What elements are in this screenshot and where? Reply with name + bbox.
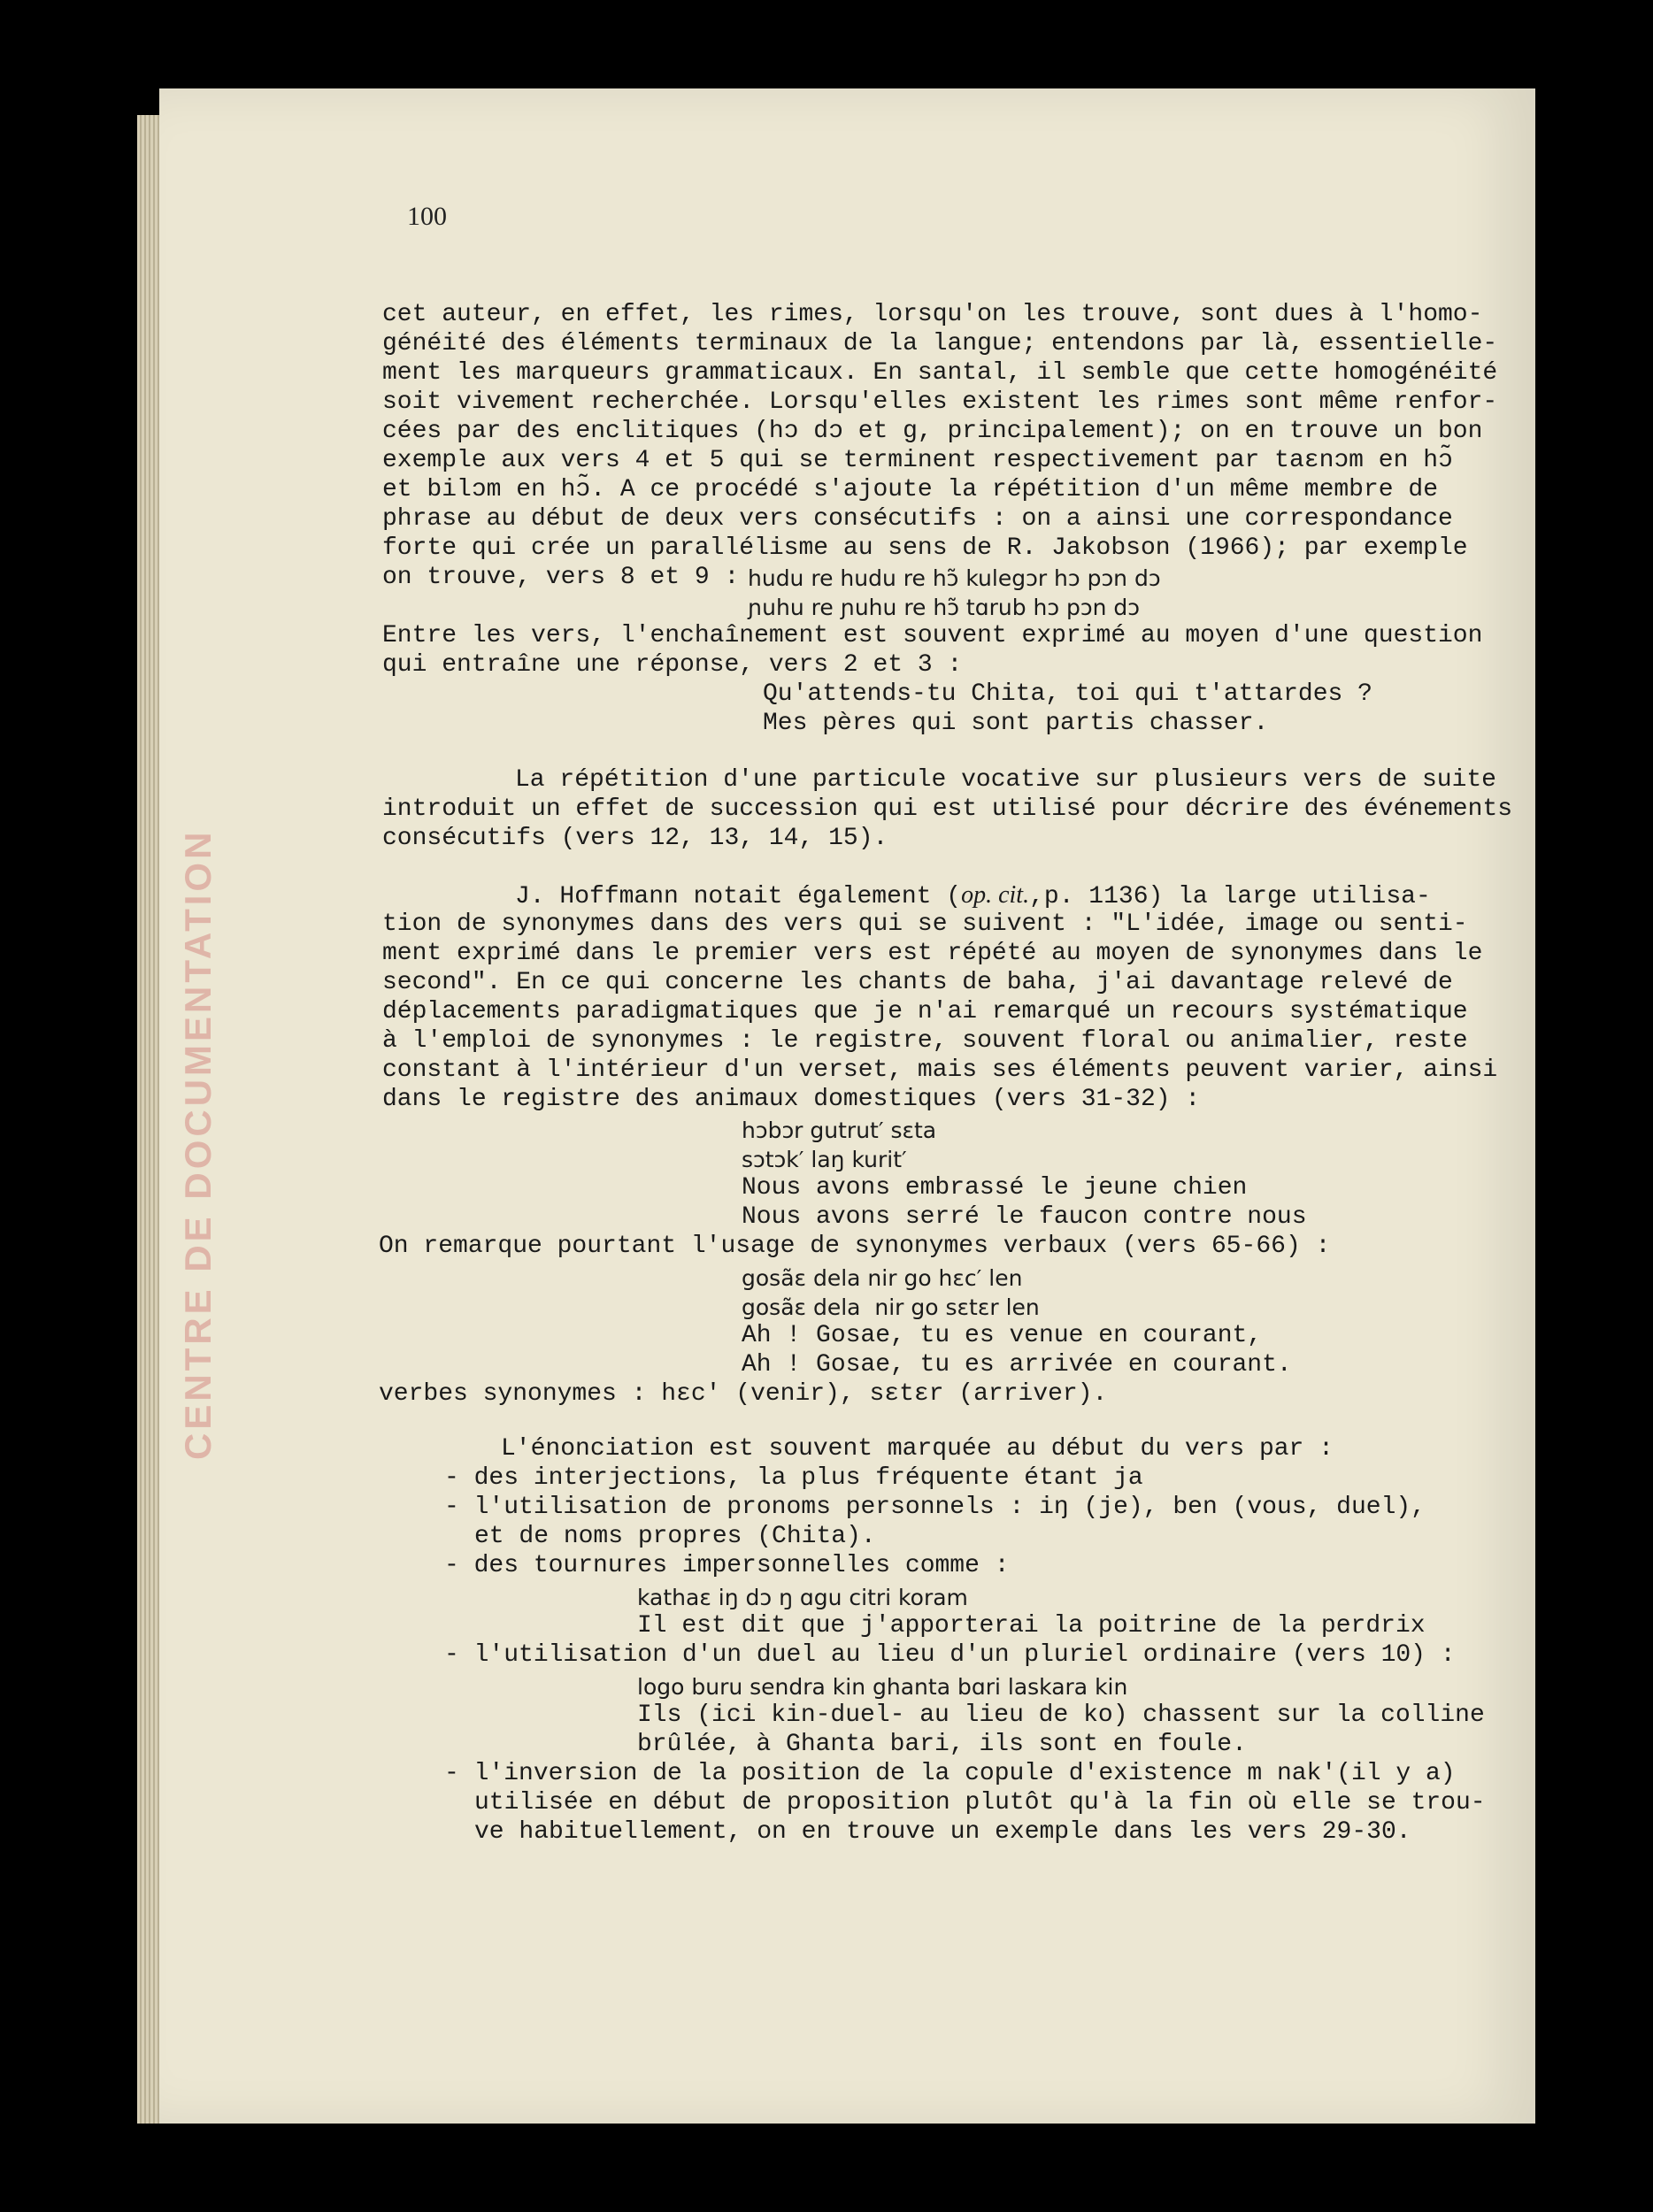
list-item: - des interjections, la plus fréquente étant ja	[444, 1464, 1143, 1492]
example-line: sɔtɔk′ laŋ kurit′	[742, 1147, 907, 1172]
example-line: Ah ! Gosae, tu es venue en courant,	[742, 1322, 1263, 1349]
text-line: et bilɔm en hɔ̃. A ce procédé s'ajoute la répétition d'un même membre de	[382, 476, 1438, 503]
example-line: logo buru sendra kin ghanta bɑri laskara kin	[637, 1674, 1128, 1700]
text-line: ment exprimé dans le premier vers est répété au moyen de synonymes dans le	[382, 940, 1483, 967]
list-item: - des tournures impersonnelles comme :	[444, 1552, 1010, 1579]
example-line: ɲuhu re ɲuhu re hɔ̃ tɑrub hɔ pɔn dɔ	[748, 595, 1141, 620]
list-item: - l'utilisation de pronoms personnels : iŋ (je), ben (vous, duel),	[444, 1494, 1426, 1521]
text-line: ment les marqueurs grammaticaux. En santal, il semble que cette homogénéité	[382, 359, 1498, 387]
text-line: qui entraîne une réponse, vers 2 et 3 :	[382, 651, 963, 679]
text-line: on trouve, vers 8 et 9 :	[382, 564, 755, 591]
library-stamp: CENTRE DE DOCUMENTATION	[177, 828, 219, 1460]
text-line: à l'emploi de synonymes : le registre, souvent floral ou animalier, reste	[382, 1027, 1468, 1055]
text-line: phrase au début de deux vers consécutifs : on a ainsi une correspondance	[382, 505, 1453, 533]
text-line: constant à l'intérieur d'un verset, mais ses éléments peuvent varier, ainsi	[382, 1056, 1498, 1084]
paragraph-start	[515, 881, 1431, 911]
text-line: tion de synonymes dans des vers qui se suivent : "L'idée, image ou senti-	[382, 910, 1468, 938]
text-segment: ,p. 1136) la large utilisa-	[1029, 883, 1431, 910]
example-line: gosãɛ dela nir go hɛc′ len	[742, 1265, 1023, 1291]
list-item-continuation: ve habituellement, on en trouve un exemple dans les vers 29-30.	[474, 1818, 1411, 1846]
example-line: Il est dit que j'apporterai la poitrine de la perdrix	[637, 1612, 1426, 1640]
text-line: consécutifs (vers 12, 13, 14, 15).	[382, 825, 888, 852]
page-number: 100	[407, 202, 447, 231]
text-line: généité des éléments terminaux de la langue; entendons par là, essentielle-	[382, 330, 1498, 357]
example-line: hɔbɔr gutrut′ sɛta	[742, 1118, 937, 1143]
example-line: Nous avons serré le faucon contre nous	[742, 1203, 1307, 1231]
citation: op. cit.	[961, 881, 1030, 909]
text-line: soit vivement recherchée. Lorsqu'elles existent les rimes sont même renfor-	[382, 388, 1498, 416]
text-line: introduit un effet de succession qui est utilisé pour décrire des événements	[382, 795, 1513, 823]
paragraph-start: L'énonciation est souvent marquée au début du vers par :	[501, 1435, 1334, 1463]
list-item-continuation: utilisée en début de proposition plutôt qu'à la fin où elle se trou-	[474, 1789, 1486, 1816]
text-line: cées par des enclitiques (hɔ dɔ et g, principalement); on en trouve un bon	[382, 418, 1483, 445]
example-line: gosãɛ dela nir go sɛtɛr len	[742, 1294, 1040, 1320]
text-segment: J. Hoffmann notait également (	[515, 883, 962, 910]
example-line: Ils (ici kin-duel- au lieu de ko) chassent sur la colline	[637, 1701, 1485, 1729]
text-line: Entre les vers, l'enchaînement est souvent exprimé au moyen d'une question	[382, 622, 1483, 649]
paragraph-start: La répétition d'une particule vocative sur plusieurs vers de suite	[515, 766, 1496, 794]
text-line: forte qui crée un parallélisme au sens de R. Jakobson (1966); par exemple	[382, 534, 1468, 562]
text-line: exemple aux vers 4 et 5 qui se terminent respectivement par taɛnɔm en hɔ̃	[382, 447, 1453, 474]
text-line: second". En ce qui concerne les chants de baha, j'ai davantage relevé de	[382, 969, 1453, 996]
example-line: Nous avons embrassé le jeune chien	[742, 1174, 1248, 1202]
text-line: déplacements paradigmatiques que je n'ai remarqué un recours systématique	[382, 998, 1468, 1025]
example-line: Mes pères qui sont partis chasser.	[763, 710, 1269, 737]
list-item: - l'utilisation d'un duel au lieu d'un pluriel ordinaire (vers 10) :	[444, 1641, 1456, 1669]
text-line: dans le registre des animaux domestiques (vers 31-32) :	[382, 1086, 1201, 1113]
text-line: verbes synonymes : hɛc′ (venir), sɛtɛr (arriver).	[379, 1380, 1108, 1408]
example-line: Ah ! Gosae, tu es arrivée en courant.	[742, 1351, 1292, 1379]
list-item-continuation: et de noms propres (Chita).	[474, 1523, 876, 1550]
example-line: Qu'attends-tu Chita, toi qui t'attardes ?	[763, 680, 1372, 708]
example-line: kathaɛ iŋ dɔ ŋ ɑgu citri koram	[637, 1585, 968, 1610]
text-line: On remarque pourtant l'usage de synonymes verbaux (vers 65-66) :	[379, 1233, 1331, 1260]
example-line: brûlée, à Ghanta bari, ils sont en foule.	[637, 1731, 1247, 1758]
list-item: - l'inversion de la position de la copule d'existence m nak′(il y a)	[444, 1760, 1456, 1787]
text-line: cet auteur, en effet, les rimes, lorsqu'on les trouve, sont dues à l'homo-	[382, 301, 1483, 328]
example-line: hudu re hudu re hɔ̃ kulegɔr hɔ pɔn dɔ	[748, 565, 1161, 591]
